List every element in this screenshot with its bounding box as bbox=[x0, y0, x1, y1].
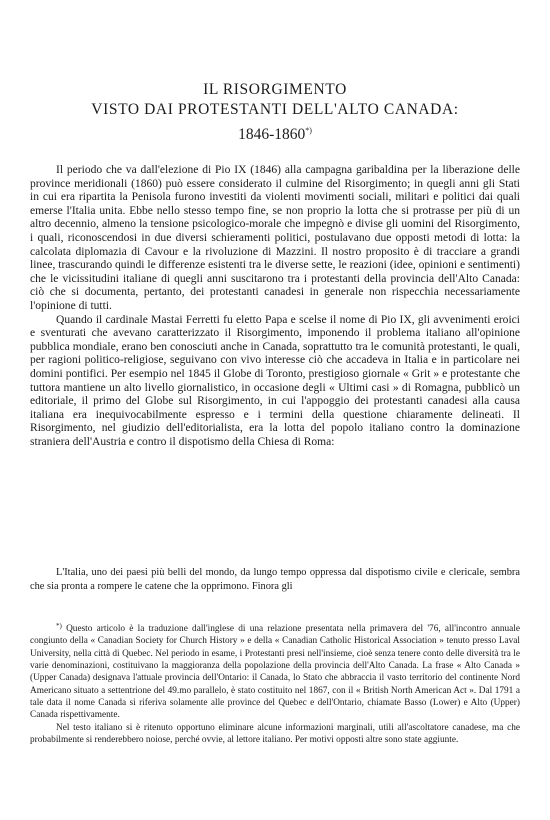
block-quote bbox=[30, 566, 520, 593]
paragraph-1: Il periodo che va dall'elezione di Pio IX (1846) alla campagna garibaldina per la liberazione delle province meridionali (1860) può essere considerato il culmine del Risorgimento; in quegli anni gli Stati in cui era ripartita la Penisola furono investiti da violenti movimenti sociali, militari e politici dai quali emerse l'Italia unita. Ebbe nello stesso tempo fine, se non proprio la lotta che si protrasse per più di un altro decennio, almeno la tensione psicologico-morale che impegnò e divise gli uomini del Risorgimento, i quali, riconoscendosi in due diversi schieramenti politici, postulavano due opposti metodi di lotta: la calcolata diplomazia di Cavour e la rivoluzione di Mazzini. Il nostro proposito è di tracciare a grandi linee, trascurando quindi le differenze esistenti tra le diverse sette, le reazioni (idee, opinioni e sentimenti) che le vicissitudini italiane di quegli anni suscitarono tra i protestanti della provincia dell'Alto Canada: ciò che si documenta, pertanto, dei protestanti canadesi in generale non rispecchia necessariamente l'opinione di tutti. bbox=[30, 164, 520, 312]
footnote-1 bbox=[30, 620, 520, 722]
footnotes bbox=[30, 620, 520, 746]
body-text bbox=[30, 164, 520, 449]
title-footnote-mark: *) bbox=[305, 126, 312, 135]
quote-text: L'Italia, uno dei paesi più belli del mondo, da lungo tempo oppressa dal dispotismo civile e clericale, sembra che sia pronta a rompere le catene che la opprimono. Finora gli bbox=[30, 567, 520, 592]
footnote-1-text: Questo articolo è la traduzione dall'inglese di una relazione presentata nella primavera del '76, all'incontro annuale congiunto della « Canadian Society for Church History » e della « Canadian Catholic Historical Association » tenuto presso Laval University, nella città di Quebec. Nel periodo in esame, i Protestanti presi nell'insieme, cioè senza tenere conto delle diversità tra le varie denominazioni, costituivano la maggioranza della popolazione della provincia dell'Alto Canada. La frase « Alto Canada » (Upper Canada) designava l'attuale provincia dell'Ontario: il Canada, lo Stato che abbraccia il vasto territorio del continente Nord Americano situato a settentrione del 49.mo parallelo, è stato costituito nel 1867, con il « British North American Act ». Dal 1791 a tale data il nome Canada si riferiva solamente alle province del Quebec e dell'Ontario, chiamate Basso (Lower) e Alto (Upper) Canada rispettivamente. bbox=[30, 624, 520, 721]
title-years bbox=[40, 121, 510, 145]
paragraph-2: Quando il cardinale Mastai Ferretti fu eletto Papa e scelse il nome di Pio IX, gli avvenimenti eroici e sventurati che avevano caratterizzato il Risorgimento, imponendo il problema italiano all'opinione pubblica mondiale, erano ben conosciuti anche in Canada, soprattutto tra le comunità protestanti, le quali, per ragioni politico-religiose, seguivano con vivo interesse ciò che accadeva in Italia e in particolare nei domini pontifici. Per esempio nel 1845 il Globe di Toronto, prestigioso giornale « Grit » e protestante che tuttora mantiene un alto livello giornalistico, in occasione degli « Ultimi casi » di Romagna, pubblicò un editoriale, il primo del Globe sul Risorgimento, in cui l'appoggio dei protestanti canadesi alla causa italiana era inequivocabilmente espresso e i termini della questione chiaramente delineati. Il Risorgimento, nel giudizio dell'editorialista, era la lotta del popolo italiano contro la dominazione straniera dell'Austria e contro il dispotismo della Chiesa di Roma: bbox=[30, 313, 520, 448]
footnote-mark: *) bbox=[56, 622, 62, 630]
title-line-1: IL RISORGIMENTO bbox=[203, 81, 347, 98]
article-title bbox=[40, 80, 510, 145]
title-years-text: 1846-1860 bbox=[238, 126, 306, 143]
footnote-2: Nel testo italiano si è ritenuto opportuno eliminare alcune informazioni marginali, utili all'ascoltatore canadese, ma che probabilmente si renderebbero noiose, perché ovvie, al lettore italiano. Per motivi opposti altre sono state aggiunte. bbox=[30, 722, 520, 746]
title-line-2: VISTO DAI PROTESTANTI DELL'ALTO CANADA: bbox=[91, 101, 459, 118]
